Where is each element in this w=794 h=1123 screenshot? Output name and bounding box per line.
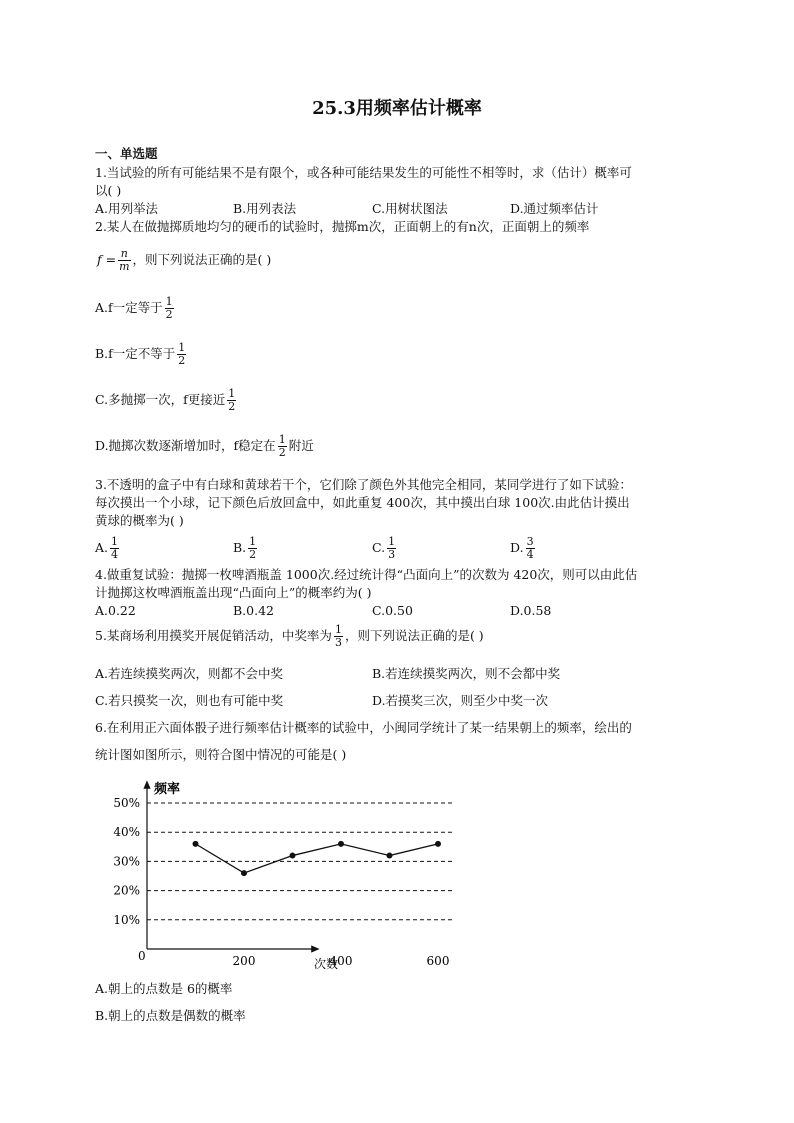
q2-option-d-den: 2 [278, 446, 286, 459]
q1-text-line2: 以( ) [95, 183, 122, 198]
q3-option-b-label: B. [233, 540, 247, 555]
q4-text-line1: 4.做重复试验：抛掷一枚啤酒瓶盖 1000次.经过统计得“凸面向上”的次数为 420次，则可以由此估 [95, 567, 638, 582]
q2-formula-lhs: f = [97, 252, 117, 267]
q1-option-c: C.用树状图法 [372, 201, 448, 216]
q2-formula-num: n [120, 247, 128, 260]
q4-text-line2: 计抛掷这枚啤酒瓶盖出现“凸面向上”的概率约为( ) [95, 585, 372, 600]
y-tick-label: 10% [113, 912, 140, 927]
q3-text-line2: 每次摸出一个小球，记下颜色后放回盒中，如此重复 400次，其中摸出白球 100次.由此估计摸出 [95, 495, 630, 510]
data-point [193, 841, 199, 847]
q5-option-b: B.若连续摸奖两次，则不会都中奖 [372, 666, 561, 681]
q3-option-a-den: 4 [111, 548, 119, 561]
q2-option-c-text: C.多抛掷一次，f更接近 [95, 392, 226, 407]
x-tick-label: 400 [329, 954, 353, 968]
section-heading: 一、单选题 [95, 146, 158, 161]
origin-label: 0 [138, 949, 146, 963]
q2-text-line2: ，则下列说法正确的是( ) [132, 252, 272, 267]
q3-option-d-num: 3 [526, 535, 534, 548]
q2-option-d-suffix: 附近 [288, 438, 314, 453]
q3-option-a-num: 1 [111, 535, 119, 548]
q2-option-a-num: 1 [165, 295, 173, 308]
y-tick-label: 30% [113, 854, 140, 869]
q2-option-d-text: D.抛掷次数逐渐增加时，f稳定在 [95, 438, 276, 453]
q3-option-a-label: A. [95, 540, 109, 555]
q6-option-a: A.朝上的点数是 6的概率 [95, 981, 233, 996]
q3-text-line1: 3.不透明的盒子中有白球和黄球若干个，它们除了颜色外其他完全相同，某同学进行了如下试验： [95, 477, 632, 492]
q5-num: 1 [334, 623, 342, 636]
q6-text-line1: 6.在利用正六面体骰子进行频率估计概率的试验中，小闽同学统计了某一结果朝上的频率，绘出的 [95, 720, 632, 735]
y-tick-label: 20% [113, 883, 140, 898]
q3-option-d-label: D. [510, 540, 524, 555]
data-point [435, 841, 441, 847]
q2-text-line1: 2.某人在做抛掷质地均匀的硬币的试验时，抛掷m次，正面朝上的有n次，正面朝上的频率 [95, 219, 590, 234]
q2-option-a-text: A.f一定等于 [95, 300, 163, 315]
q4-option-c: C.0.50 [372, 603, 413, 618]
q2-option-b-num: 1 [178, 341, 186, 354]
q6-option-b: B.朝上的点数是偶数的概率 [95, 1008, 246, 1023]
q5-text-pre: 5.某商场利用摸奖开展促销活动，中奖率为 [95, 628, 332, 643]
q2-option-b-den: 2 [178, 354, 186, 367]
q2-option-c-num: 1 [228, 387, 236, 400]
data-point [290, 853, 296, 859]
q1-option-d: D.通过频率估计 [510, 201, 599, 216]
q3-text-line3: 黄球的概率为( ) [95, 513, 184, 528]
q5-option-d: D.若摸奖三次，则至少中奖一次 [372, 693, 549, 708]
q2-option-c-den: 2 [228, 400, 236, 413]
q2-option-a-den: 2 [165, 308, 173, 321]
q4-option-b: B.0.42 [233, 603, 274, 618]
q1-text-line1: 1.当试验的所有可能结果不是有限个，或各种可能结果发生的可能性不相等时，求（估计）概率可 [95, 165, 632, 180]
q3-option-c-label: C. [372, 540, 386, 555]
q1-option-b: B.用列表法 [233, 201, 297, 216]
q4-option-d: D.0.58 [510, 603, 552, 618]
q1-option-a: A.用列举法 [95, 201, 159, 216]
q2-option-b-text: B.f一定不等于 [95, 346, 176, 361]
q5-den: 3 [334, 636, 342, 649]
q3-option-c-num: 1 [388, 535, 396, 548]
x-tick-label: 200 [232, 954, 256, 968]
data-point [241, 870, 247, 876]
q3-option-c-den: 3 [388, 548, 396, 561]
y-tick-label: 50% [113, 796, 140, 810]
series-line [196, 844, 439, 873]
q6-text-line2: 统计图如图所示，则符合图中情况的可能是( ) [95, 747, 347, 762]
q5-option-c: C.若只摸奖一次，则也有可能中奖 [95, 693, 284, 708]
y-axis-label: 频率 [154, 782, 181, 797]
q3-option-b-den: 2 [249, 548, 257, 561]
q2-option-d-num: 1 [278, 433, 286, 446]
q2-formula-den: m [119, 260, 130, 273]
q5-option-a: A.若连续摸奖两次，则都不会中奖 [95, 666, 284, 681]
data-point [338, 841, 344, 847]
q3-option-d-den: 4 [526, 548, 534, 561]
q3-option-b-num: 1 [249, 535, 257, 548]
y-tick-label: 40% [113, 825, 140, 840]
x-axis-label: 次数 [314, 957, 339, 971]
page-title: 25.3用频率估计概率 [312, 98, 482, 119]
x-tick-label: 600 [426, 954, 450, 968]
q5-text-post: ，则下列说法正确的是( ) [344, 628, 484, 643]
q4-option-a: A.0.22 [95, 603, 136, 618]
data-point [387, 853, 393, 859]
